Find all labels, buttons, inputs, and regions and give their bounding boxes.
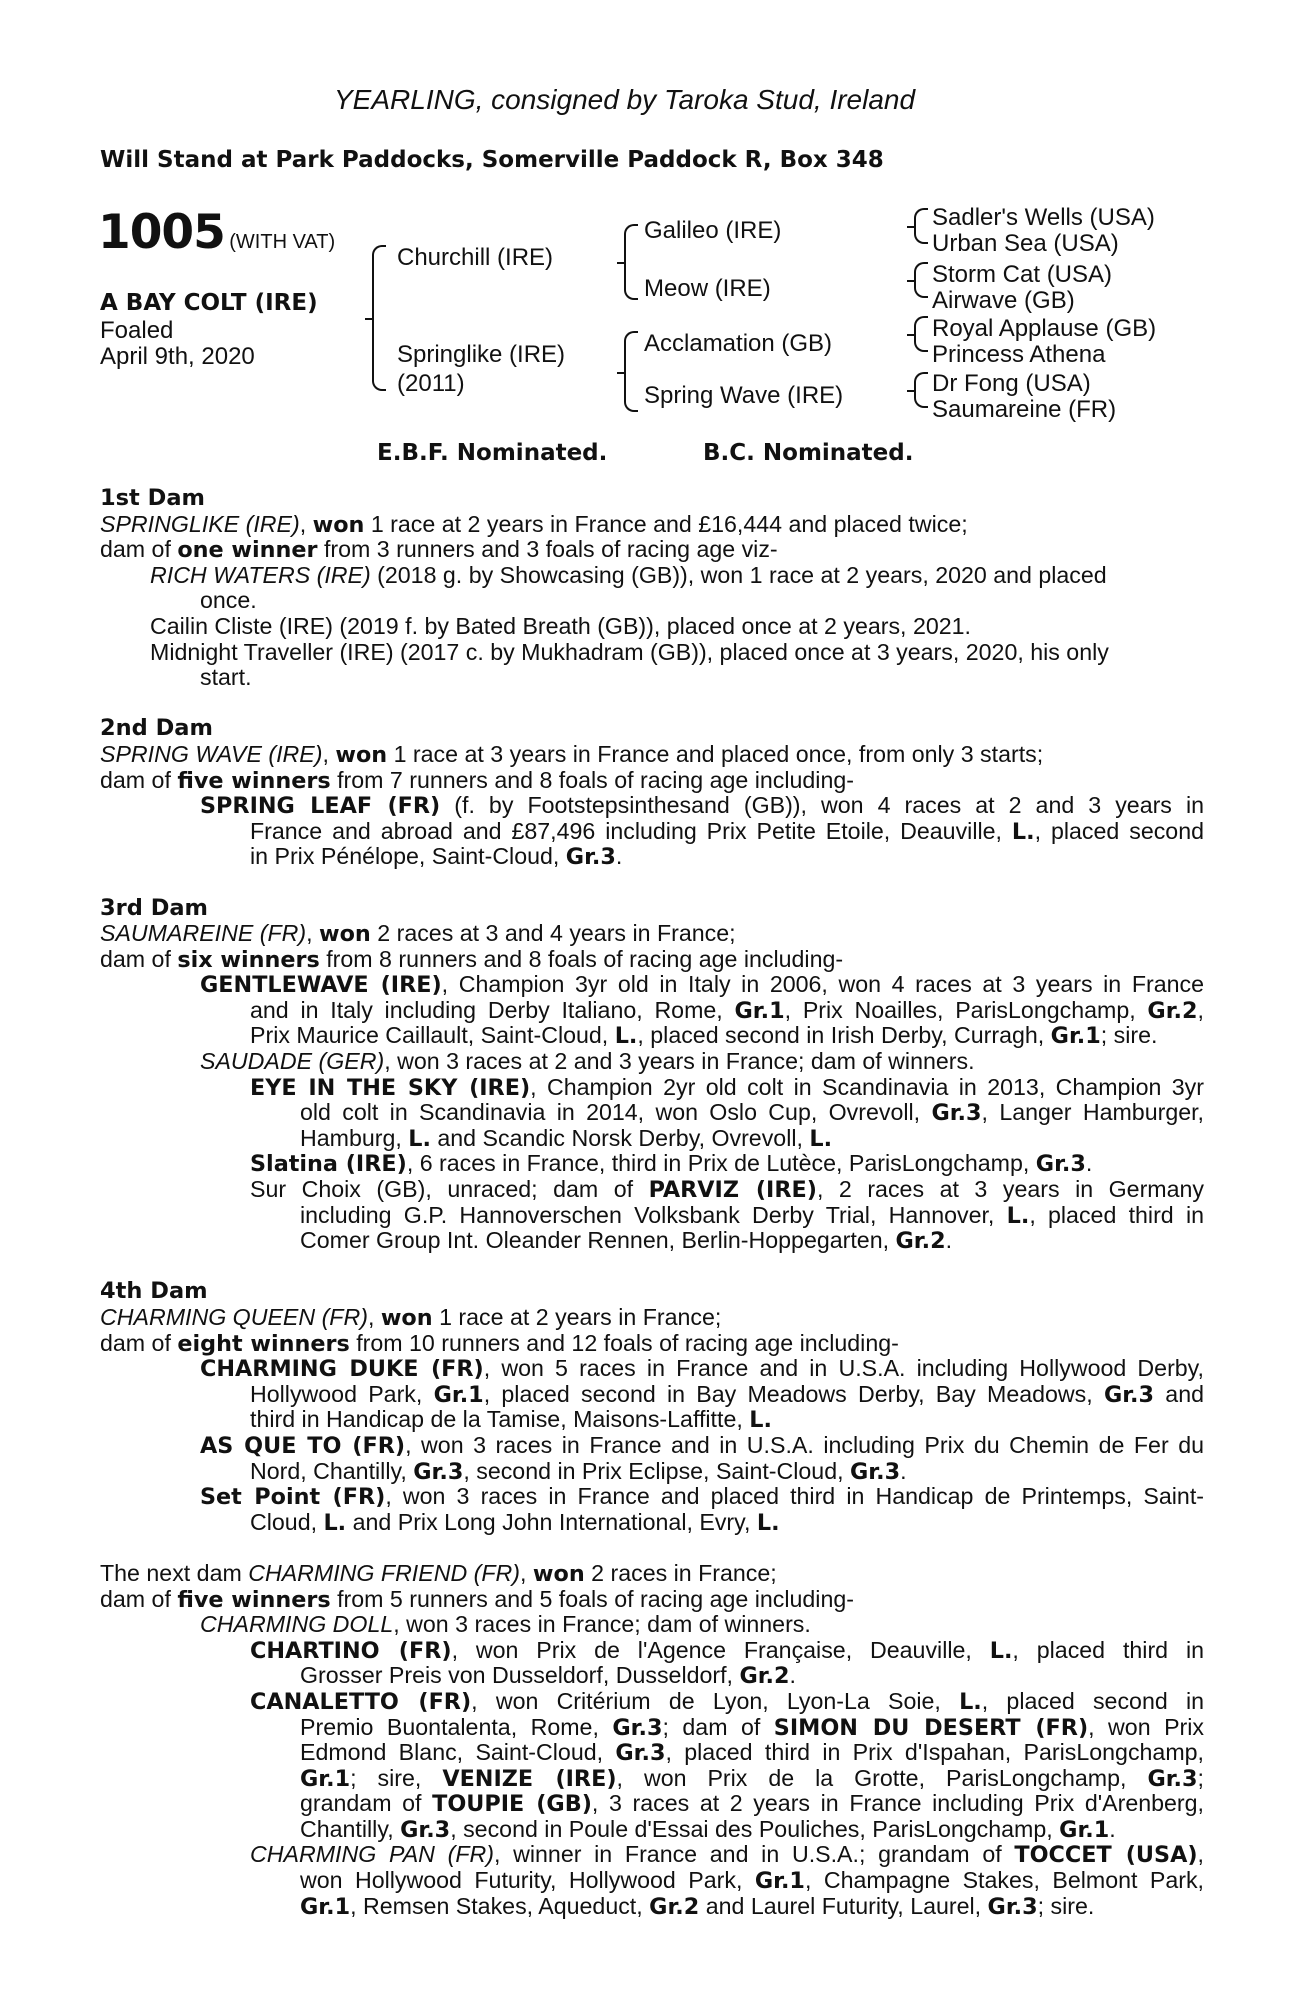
foaled-label: Foaled — [100, 317, 174, 344]
produce-entry-cont: Premio Buontalenta, Rome, Gr.3; dam of SIMON DU DESERT (FR), won Prix — [300, 1713, 1204, 1741]
produce-entry-cont: Cloud, L. and Prix Long John International, Evry, L. — [250, 1508, 780, 1536]
produce-entry-cont: Nord, Chantilly, Gr.3, second in Prix Eclipse, Saint-Cloud, Gr.3. — [250, 1457, 907, 1485]
produce-entry: CHARMING DOLL, won 3 races in France; dam of winners. — [200, 1611, 811, 1638]
g4-name: Storm Cat (USA) — [932, 261, 1113, 288]
produce-entry-cont: Gr.1; sire, VENIZE (IRE), won Prix de la Grotte, ParisLongchamp, Gr.3; — [300, 1764, 1204, 1792]
dam-name: Springlike (IRE) — [397, 341, 566, 368]
produce-entry: EYE IN THE SKY (IRE), Champion 2yr old colt in Scandinavia in 2013, Champion 3yr — [250, 1073, 1204, 1101]
dam-produce-summary: dam of five winners from 7 runners and 8 foals of racing age including- — [100, 766, 854, 794]
dam-produce-summary: dam of six winners from 8 runners and 8 foals of racing age including- — [100, 945, 844, 973]
produce-entry-cont: Prix Maurice Caillault, Saint-Cloud, L., placed second in Irish Derby, Curragh, Gr.1; sire. — [250, 1022, 1158, 1050]
produce-entry-cont: Edmond Blanc, Saint-Cloud, Gr.3, placed third in Prix d'Ispahan, ParisLongchamp, — [300, 1739, 1204, 1767]
dam-sire-name: Acclamation (GB) — [644, 330, 833, 357]
produce-entry: Cailin Cliste (IRE) (2019 f. by Bated Breath (GB)), placed once at 2 years, 2021. — [150, 612, 971, 639]
ebf-nomination: E.B.F. Nominated. — [377, 440, 608, 466]
lot-number: 1005 — [98, 205, 225, 260]
produce-entry-cont: in Prix Pénélope, Saint-Cloud, Gr.3. — [250, 843, 623, 871]
sire-sire-name: Galileo (IRE) — [644, 217, 782, 244]
g4-name: Urban Sea (USA) — [932, 230, 1119, 257]
produce-entry-cont: Gr.1, Remsen Stakes, Aqueduct, Gr.2 and Laurel Futurity, Laurel, Gr.3; sire. — [300, 1892, 1095, 1920]
g4-name: Sadler's Wells (USA) — [932, 204, 1155, 231]
produce-entry: RICH WATERS (IRE) (2018 g. by Showcasing (GB)), won 1 race at 2 years, 2020 and placed — [150, 561, 1107, 588]
dam-record: SPRING WAVE (IRE), won 1 race at 3 years in France and placed once, from only 3 starts; — [100, 740, 1044, 768]
produce-entry-cont: old colt in Scandinavia in 2014, won Oslo Cup, Ovrevoll, Gr.3, Langer Hamburger, — [300, 1099, 1204, 1127]
dam-record: The next dam CHARMING FRIEND (FR), won 2 races in France; — [100, 1559, 777, 1587]
g4-name: Airwave (GB) — [932, 287, 1075, 314]
dam-dam-name: Spring Wave (IRE) — [644, 382, 844, 409]
g4-name: Royal Applause (GB) — [932, 315, 1157, 342]
produce-entry-cont: Chantilly, Gr.3, second in Poule d'Essai des Pouliches, ParisLongchamp, Gr.1. — [300, 1815, 1116, 1843]
produce-entry-cont: Grosser Preis von Dusseldorf, Dusseldorf, Gr.2. — [300, 1662, 796, 1690]
g4-name: Saumareine (FR) — [932, 396, 1117, 423]
produce-entry-cont: Comer Group Int. Oleander Rennen, Berlin-Hoppegarten, Gr.2. — [300, 1227, 953, 1255]
pedigree-brace-g2 — [914, 262, 928, 298]
produce-entry-cont: won Hollywood Futurity, Hollywood Park, Gr.1, Champagne Stakes, Belmont Park, — [300, 1867, 1204, 1895]
dam-record: CHARMING QUEEN (FR), won 1 race at 2 years in France; — [100, 1304, 722, 1331]
produce-entry: SPRING LEAF (FR) (f. by Footstepsinthesand (GB)), won 4 races at 2 and 3 years in — [200, 792, 1204, 820]
dam-produce-summary: dam of one winner from 3 runners and 3 foals of racing age viz- — [100, 536, 778, 564]
dam-year: (2011) — [397, 370, 465, 397]
produce-entry-cont: grandam of TOUPIE (GB), 3 races at 2 years in France including Prix d'Arenberg, — [300, 1790, 1204, 1818]
produce-entry: CANALETTO (FR), won Critérium de Lyon, Lyon-La Soie, L., placed second in — [250, 1687, 1204, 1715]
dam-produce-summary: dam of five winners from 5 runners and 5 foals of racing age including- — [100, 1585, 854, 1613]
produce-entry-cont: start. — [200, 664, 252, 691]
produce-entry: Sur Choix (GB), unraced; dam of PARVIZ (IRE), 2 races at 3 years in Germany — [250, 1176, 1204, 1204]
section-heading: 3rd Dam — [100, 894, 208, 921]
pedigree-brace-g3 — [914, 316, 928, 352]
produce-entry: CHARMING PAN (FR), winner in France and in U.S.A.; grandam of TOCCET (USA), — [250, 1841, 1204, 1869]
produce-entry: Slatina (IRE), 6 races in France, third in Prix de Lutèce, ParisLongchamp, Gr.3. — [250, 1150, 1093, 1178]
produce-entry-cont: France and abroad and £87,496 including Prix Petite Etoile, Deauville, L., placed second — [250, 817, 1204, 845]
pedigree-brace-dam — [624, 331, 638, 412]
produce-entry-cont: including G.P. Hannoverschen Volksbank Derby Trial, Hannover, L., placed third in — [300, 1201, 1204, 1229]
produce-entry: GENTLEWAVE (IRE), Champion 3yr old in Italy in 2006, won 4 races at 3 years in France — [200, 971, 1204, 999]
page-title: YEARLING, consigned by Taroka Stud, Ireland — [334, 84, 916, 115]
produce-entry: CHARMING DUKE (FR), won 5 races in France and in U.S.A. including Hollywood Derby, — [200, 1355, 1204, 1383]
dam-produce-summary: dam of eight winners from 10 runners and 12 foals of racing age including- — [100, 1329, 899, 1357]
pedigree-brace-sire — [624, 224, 638, 300]
produce-record — [100, 486, 1204, 1919]
produce-entry: Midnight Traveller (IRE) (2017 c. by Mukhadram (GB)), placed once at 3 years, 2020, his only — [150, 638, 1109, 665]
g4-name: Princess Athena — [932, 341, 1106, 368]
dam-record: SAUMAREINE (FR), won 2 races at 3 and 4 years in France; — [100, 920, 736, 948]
produce-entry: SAUDADE (GER), won 3 races at 2 and 3 years in France; dam of winners. — [200, 1048, 975, 1075]
pedigree-brace-g1 — [914, 208, 928, 244]
g4-name: Dr Fong (USA) — [932, 370, 1091, 397]
vat-label: (WITH VAT) — [229, 231, 336, 253]
bc-nomination: B.C. Nominated. — [703, 440, 914, 466]
produce-entry-cont: Hollywood Park, Gr.1, placed second in Bay Meadows Derby, Bay Meadows, Gr.3 and — [250, 1380, 1204, 1408]
pedigree-brace-main — [372, 245, 386, 391]
stand-location: Will Stand at Park Paddocks, Somerville Paddock R, Box 348 — [100, 147, 884, 173]
produce-entry: Set Point (FR), won 3 races in France and placed third in Handicap de Printemps, Saint- — [200, 1483, 1204, 1511]
produce-entry-cont: Hamburg, L. and Scandic Norsk Derby, Ovrevoll, L. — [300, 1124, 833, 1152]
produce-entry-cont: and in Italy including Derby Italiano, Rome, Gr.1, Prix Noailles, ParisLongchamp, Gr.2, — [250, 996, 1204, 1024]
foaled-date: April 9th, 2020 — [100, 343, 255, 370]
produce-entry-cont: once. — [200, 587, 257, 614]
dam-record: SPRINGLIKE (IRE), won 1 race at 2 years in France and £16,444 and placed twice; — [100, 510, 968, 538]
produce-entry-cont: third in Handicap de la Tamise, Maisons-Laffitte, L. — [250, 1406, 772, 1434]
section-heading: 4th Dam — [100, 1278, 208, 1305]
lot-number-line — [98, 205, 335, 260]
sire-name: Churchill (IRE) — [397, 244, 554, 271]
produce-entry: CHARTINO (FR), won Prix de l'Agence Française, Deauville, L., placed third in — [250, 1636, 1204, 1664]
section-heading: 1st Dam — [100, 485, 205, 511]
horse-name: A BAY COLT (IRE) — [100, 290, 318, 316]
pedigree-brace-g4 — [914, 372, 928, 408]
produce-entry: AS QUE TO (FR), won 3 races in France and in U.S.A. including Prix du Chemin de Fer du — [200, 1431, 1204, 1459]
sire-dam-name: Meow (IRE) — [644, 275, 771, 302]
section-heading: 2nd Dam — [100, 715, 213, 742]
